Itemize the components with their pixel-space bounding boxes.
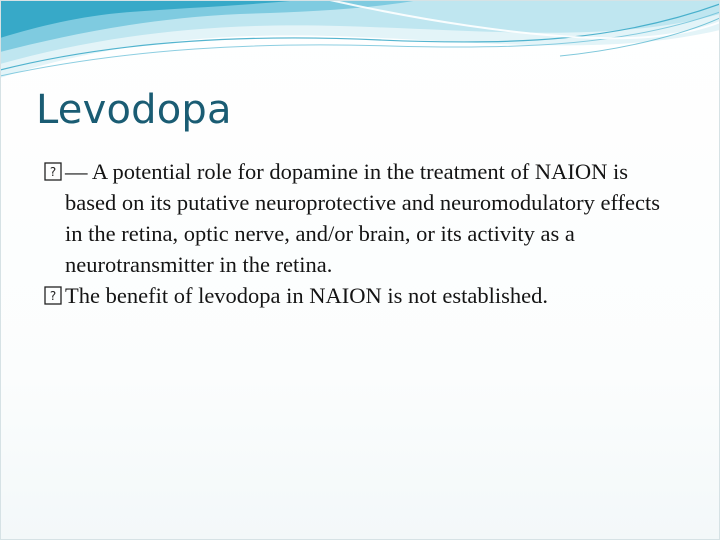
svg-text:?: ? bbox=[49, 165, 57, 179]
svg-text:?: ? bbox=[49, 289, 57, 303]
bullet-text: The benefit of levodopa in NAION is not established. bbox=[65, 283, 549, 308]
unknown-glyph-icon bbox=[44, 286, 62, 305]
bullet-list bbox=[44, 156, 674, 311]
slide-title: Levodopa bbox=[36, 87, 232, 133]
unknown-glyph-icon bbox=[44, 162, 62, 181]
bullet-item bbox=[44, 280, 674, 311]
bullet-item bbox=[44, 156, 674, 280]
bullet-text: — A potential role for dopamine in the treatment of NAION is based on its putative neuroprotective and neuromodulatory effects in the retina, optic nerve, and/or brain, or its activity as a neurotransmitter in the retina. bbox=[65, 159, 661, 277]
wave-header-decoration bbox=[0, 0, 720, 90]
